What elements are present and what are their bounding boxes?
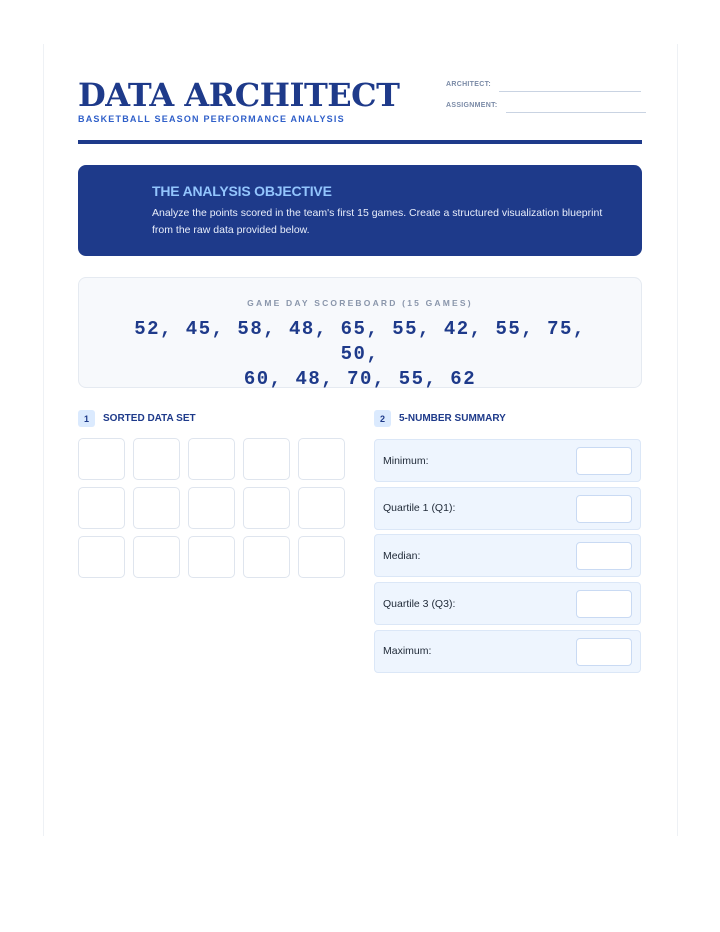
scoreboard-panel — [78, 277, 642, 388]
worksheet-header — [78, 76, 642, 146]
summary-label-q3: Quartile 3 (Q3): — [383, 597, 456, 610]
summary-label-median: Median: — [383, 549, 421, 562]
scoreboard-values-line-1: 52, 45, 58, 48, 65, 55, 42, 55, 75, 50, — [134, 318, 586, 365]
sorted-cell[interactable] — [133, 487, 180, 529]
assignment-field[interactable] — [446, 102, 646, 109]
step-badge-2: 2 — [374, 410, 391, 427]
page-title: DATA ARCHITECT — [78, 76, 400, 114]
scoreboard-values — [110, 317, 610, 392]
median-answer-box[interactable] — [576, 542, 632, 570]
sorted-cell[interactable] — [188, 536, 235, 578]
sorted-cell[interactable] — [188, 438, 235, 480]
five-number-summary — [374, 439, 641, 677]
summary-label-minimum: Minimum: — [383, 454, 429, 467]
summary-section-title: 5-NUMBER SUMMARY — [399, 413, 506, 424]
header-divider — [78, 140, 642, 144]
objective-title: THE ANALYSIS OBJECTIVE — [152, 183, 332, 199]
maximum-answer-box[interactable] — [576, 638, 632, 666]
page-edge-right — [677, 44, 678, 836]
summary-row-minimum — [374, 439, 641, 482]
assignment-label: ASSIGNMENT: — [446, 102, 498, 109]
objective-body: Analyze the points scored in the team's first 15 games. Create a structured visualization blueprint from the raw data provided below. — [152, 207, 603, 236]
sorted-cell[interactable] — [298, 438, 345, 480]
summary-row-q3 — [374, 582, 641, 625]
sorted-section-title: SORTED DATA SET — [103, 413, 196, 424]
page-edge-left — [43, 44, 44, 836]
architect-input-line[interactable] — [499, 91, 641, 92]
sorted-cell[interactable] — [243, 536, 290, 578]
step-badge-1: 1 — [78, 410, 95, 427]
sorted-cell[interactable] — [133, 536, 180, 578]
summary-section-header — [374, 410, 506, 427]
sorted-cell[interactable] — [298, 536, 345, 578]
sorted-cell[interactable] — [298, 487, 345, 529]
sorted-cell[interactable] — [133, 438, 180, 480]
sorted-cell[interactable] — [188, 487, 235, 529]
sorted-section-header — [78, 410, 196, 427]
sorted-cell[interactable] — [78, 487, 125, 529]
scoreboard-values-line-2: 60, 48, 70, 55, 62 — [243, 368, 477, 390]
summary-label-maximum: Maximum: — [383, 645, 432, 658]
architect-field[interactable] — [446, 81, 641, 88]
objective-panel — [78, 165, 642, 256]
sorted-cell[interactable] — [78, 438, 125, 480]
architect-label: ARCHITECT: — [446, 81, 491, 88]
scoreboard-label: GAME DAY SCOREBOARD (15 GAMES) — [247, 298, 473, 308]
summary-row-maximum — [374, 630, 641, 673]
sorted-cell[interactable] — [78, 536, 125, 578]
sorted-cell[interactable] — [243, 438, 290, 480]
summary-row-q1 — [374, 487, 641, 530]
summary-label-q1: Quartile 1 (Q1): — [383, 502, 456, 515]
page-subtitle: BASKETBALL SEASON PERFORMANCE ANALYSIS — [78, 114, 345, 124]
assignment-input-line[interactable] — [506, 112, 646, 113]
sorted-data-grid — [78, 438, 347, 578]
q3-answer-box[interactable] — [576, 590, 632, 618]
q1-answer-box[interactable] — [576, 495, 632, 523]
summary-row-median — [374, 534, 641, 577]
minimum-answer-box[interactable] — [576, 447, 632, 475]
sorted-cell[interactable] — [243, 487, 290, 529]
